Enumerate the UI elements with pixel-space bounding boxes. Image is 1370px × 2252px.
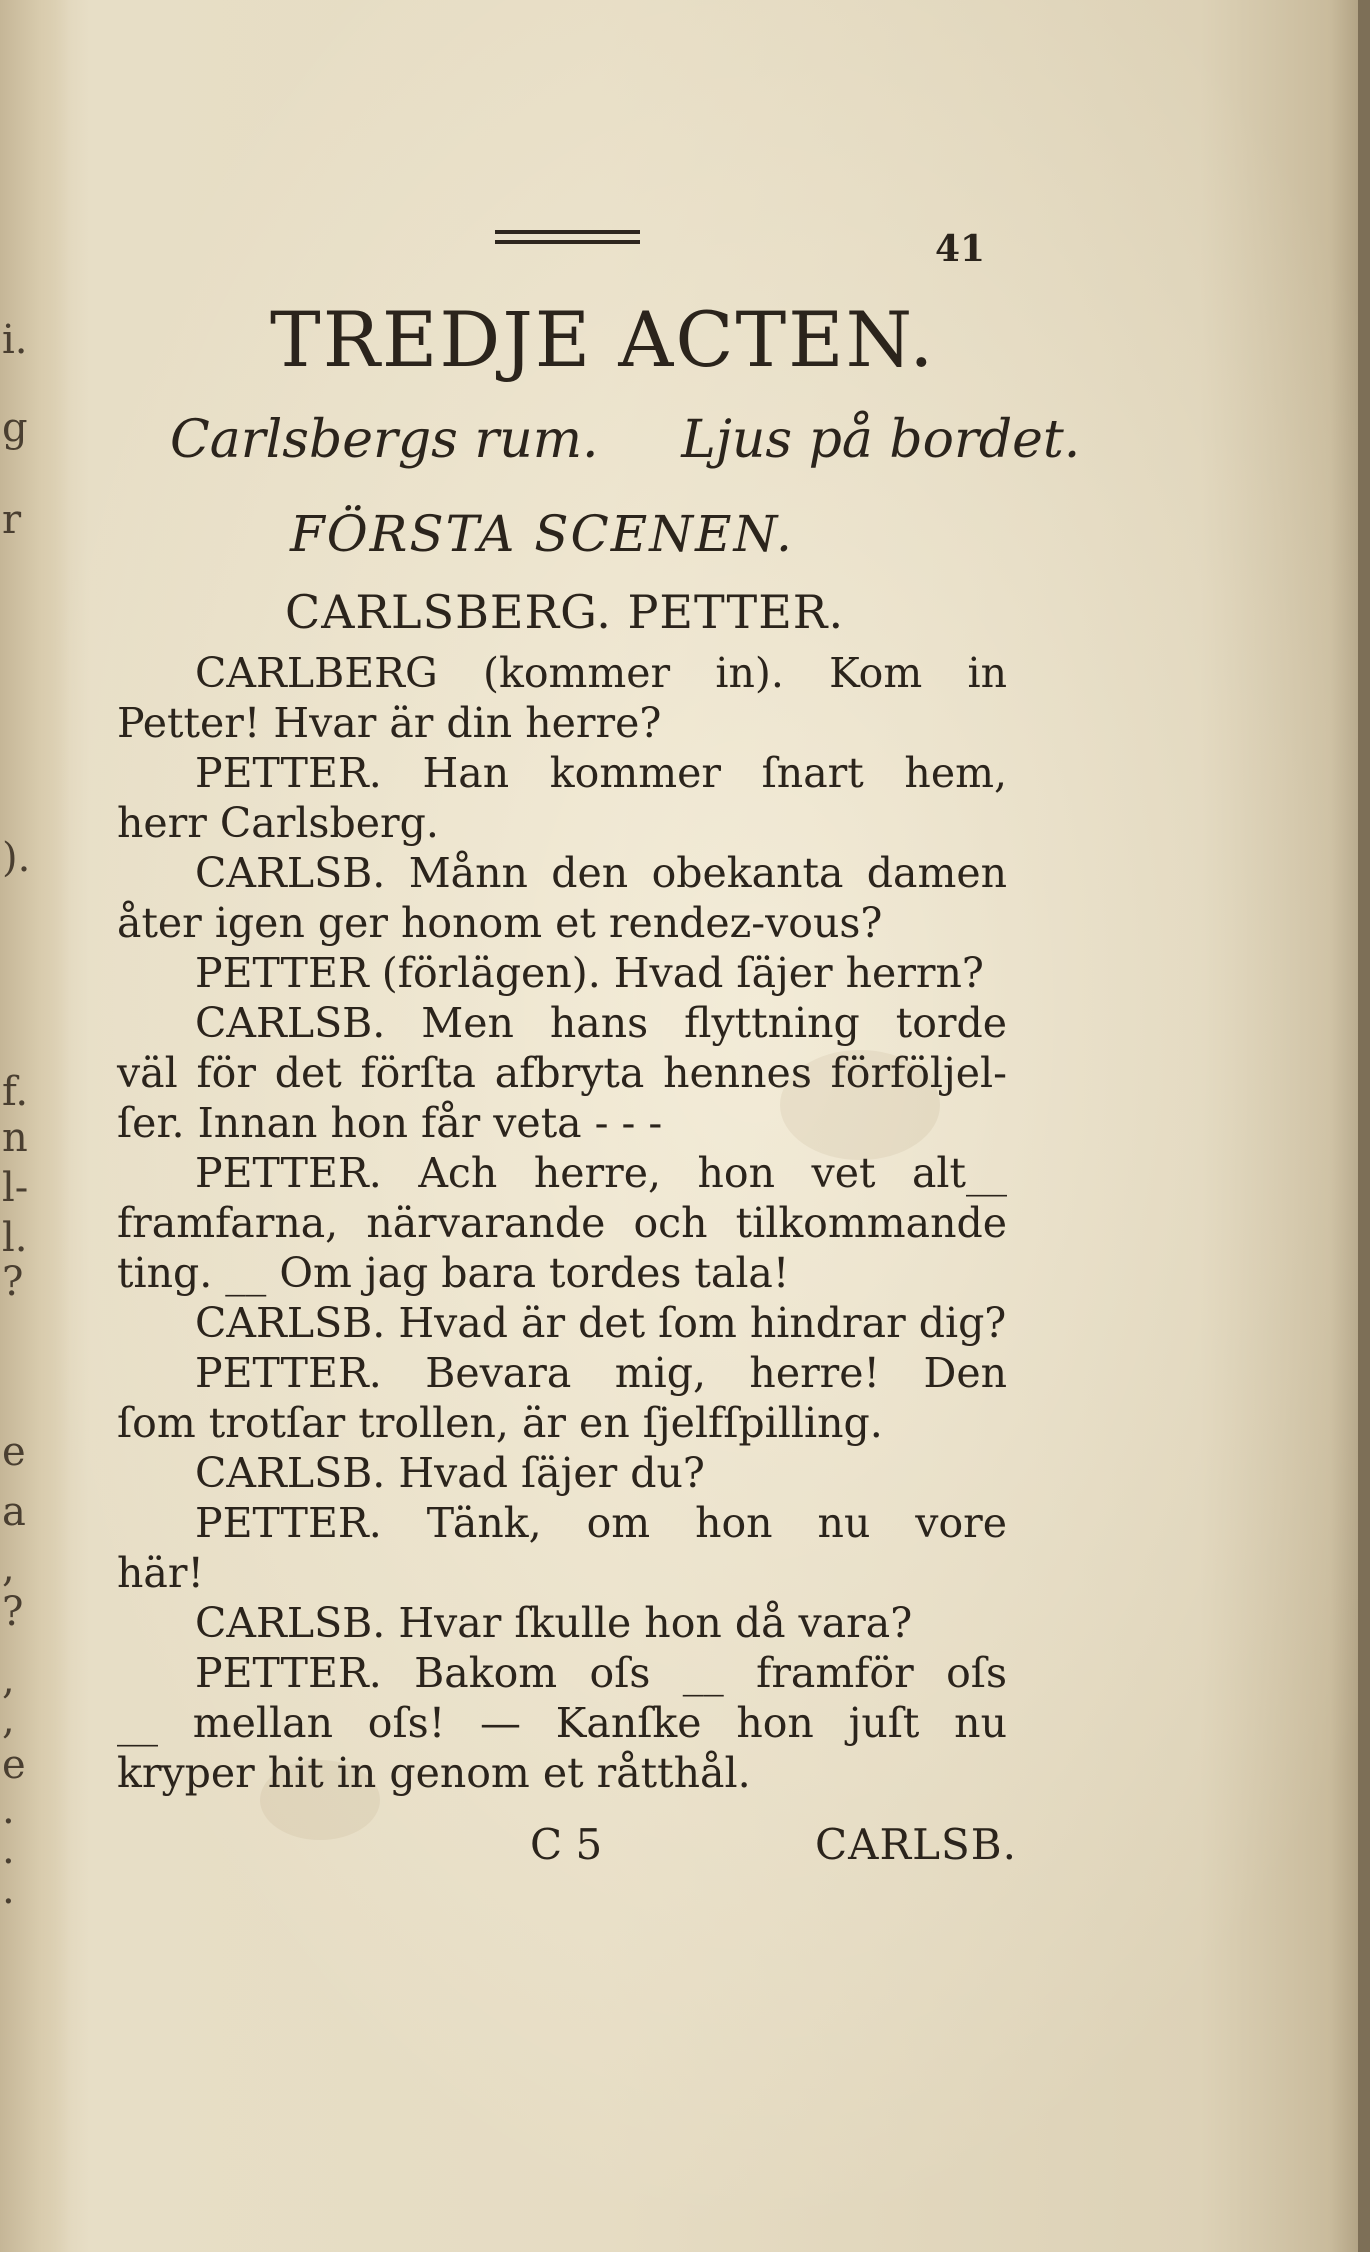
previous-page-edge [0, 0, 70, 2252]
margin-mark: . [2, 1867, 15, 1913]
margin-mark: l- [2, 1165, 29, 1211]
text-line: PETTER. Bevara mig, herre! Den [195, 1349, 1007, 1397]
text-line: åter igen ger honom et rendez-vous? [117, 899, 883, 947]
text-line: ting. __ Om jag bara tordes tala! [117, 1249, 790, 1297]
dialogue-text [117, 648, 1007, 1798]
signature-mark: C 5 [530, 1820, 603, 1869]
margin-mark: f. [2, 1069, 29, 1115]
scene-title: FÖRSTA SCENEN. [290, 505, 794, 563]
page-edge-shadow [1358, 0, 1370, 2252]
text-line: PETTER. Ach herre, hon vet alt__ [195, 1149, 1007, 1197]
act-title: TREDJE ACTEN. [270, 295, 936, 384]
margin-mark: r [2, 497, 22, 543]
text-line: CARLSB. Men hans flyttning torde [195, 999, 1007, 1047]
text-line: PETTER. Han kommer ſnart hem, [195, 749, 1007, 797]
page-number: 41 [935, 228, 986, 270]
header-rule [495, 230, 640, 246]
text-line: här! [117, 1549, 204, 1597]
margin-mark: , [2, 1697, 15, 1743]
text-line: CARLSB. Hvad är det ſom hindrar dig? [195, 1299, 1007, 1347]
margin-mark: l. [2, 1215, 28, 1261]
margin-mark: e [2, 1429, 26, 1475]
catchword: CARLSB. [815, 1820, 1017, 1869]
margin-mark: ? [2, 1259, 24, 1305]
text-line: ſom trotſar trollen, är en ſjelfſpilling. [117, 1399, 883, 1447]
text-line: ſer. Innan hon får veta - - - [117, 1099, 663, 1147]
page-footer [0, 1820, 1370, 1880]
margin-mark: g [2, 405, 28, 451]
text-line: PETTER (förlägen). Hvad ſäjer herrn? [195, 949, 984, 997]
text-line: herr Carlsberg. [117, 799, 439, 847]
text-line: PETTER. Bakom oſs __ framför oſs [195, 1649, 1007, 1697]
margin-mark: , [2, 1545, 15, 1591]
text-line: __ mellan oſs! — Kanſke hon juſt nu [117, 1699, 1007, 1747]
text-line: Petter! Hvar är din herre? [117, 699, 662, 747]
margin-mark: ? [2, 1589, 24, 1635]
text-line: CARLBERG (kommer in). Kom in [195, 649, 1007, 697]
text-line: kryper hit in genom et råtthål. [117, 1749, 751, 1797]
margin-mark: e [2, 1742, 26, 1788]
margin-mark: n [2, 1115, 28, 1161]
setting-line: Carlsbergs rum. Ljus på bordet. [170, 410, 1081, 470]
margin-mark: ). [2, 835, 31, 881]
margin-mark: . [2, 1827, 15, 1873]
text-line: PETTER. Tänk, om hon nu vore [195, 1499, 1007, 1547]
character-list: CARLSBERG. PETTER. [285, 585, 845, 639]
text-line: CARLSB. Hvad ſäjer du? [195, 1449, 705, 1497]
text-line: framfarna, närvarande och tilkommande [117, 1199, 1007, 1247]
margin-mark: , [2, 1657, 15, 1703]
margin-mark: . [2, 1787, 15, 1833]
text-line: CARLSB. Månn den obekanta damen [195, 849, 1007, 897]
margin-mark: a [2, 1489, 26, 1535]
text-line: väl för det förſta afbryta hennes förföljel- [117, 1049, 1007, 1097]
text-line: CARLSB. Hvar ſkulle hon då vara? [195, 1599, 913, 1647]
margin-mark: i. [2, 317, 28, 363]
